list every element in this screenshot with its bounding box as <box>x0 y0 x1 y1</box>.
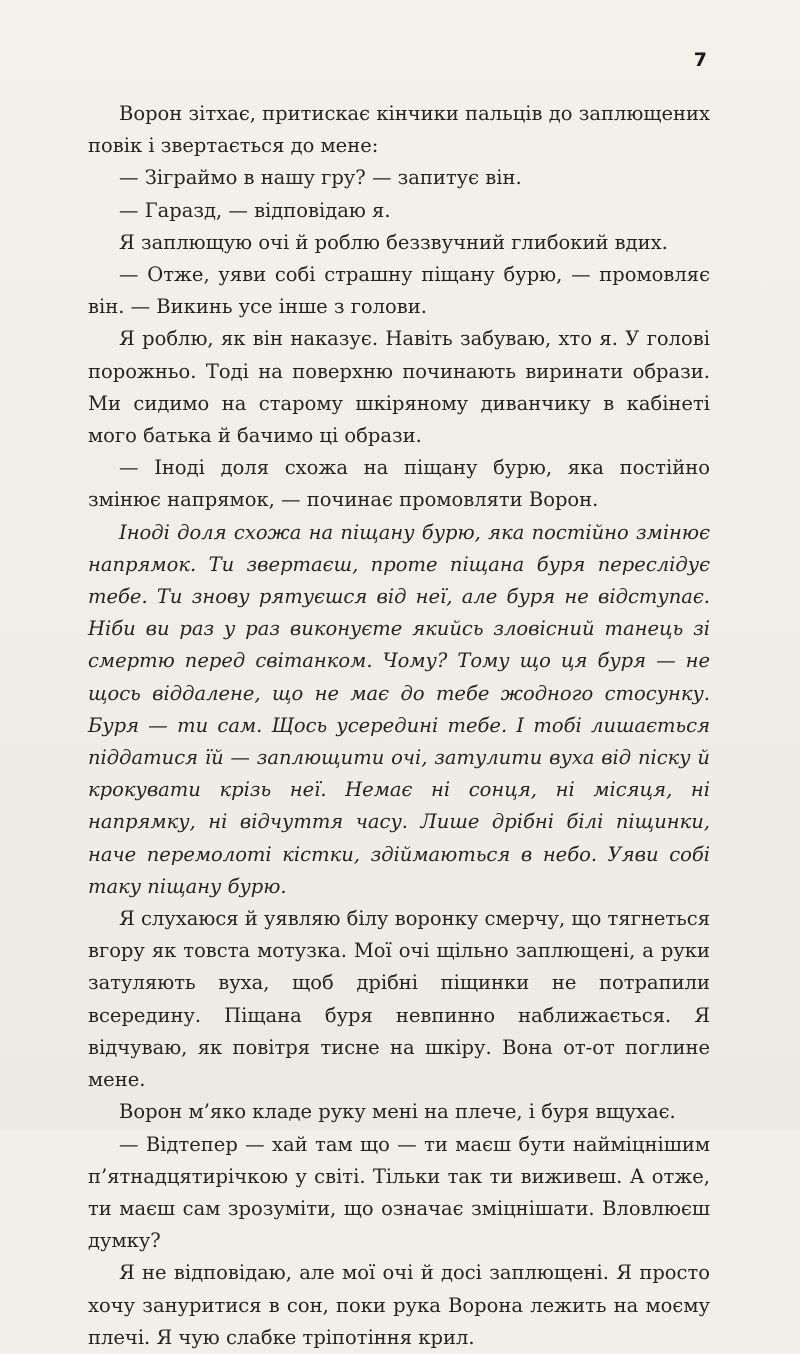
paragraph: — Відтепер — хай там що — ти маєш бути найміцнішим п’ятнадцятирічкою у світі. Тільки так ти виживеш. А отже, ти маєш сам зрозуміти, що означає зміцнішати. Вловлюєш думку? <box>88 1132 710 1253</box>
paragraph: — Іноді доля схожа на піщану бурю, яка постійно змінює напрямок, — починає промовляти Ворон. <box>88 456 710 512</box>
paragraph: Я слухаюся й уявляю білу воронку смерчу, що тягнеться вгору як товста мотузка. Мої очі щільно заплющені, а руки затуляють вуха, щоб дрібні піщинки не потрапили всередину. Піщана буря невпинно наближається. Я відчуваю, як повітря тисне на шкіру. Вона от-от поглине мене. <box>88 907 710 1092</box>
paragraph-italic: Іноді доля схожа на піщану бурю, яка постійно змінює напрямок. Ти звертаєш, проте піщана буря переслідує тебе. Ти знову рятуєшся від неї, але буря не відступає. Ніби ви раз у раз виконуєте якийсь зловісний танець зі смертю перед світанком. Чому? Тому що ця буря — не щось віддалене, що не має до тебе жодного стосунку. Буря — ти сам. Щось усередині тебе. І тобі лишається піддатися їй — заплющити очі, затулити вуха від піску й крокувати крізь неї. Немає ні сонця, ні місяця, ні напрямку, ні відчуття часу. Лише дрібні білі піщинки, наче перемолоті кістки, здіймаються в небо. Уяви собі таку піщану бурю. <box>88 520 710 898</box>
page-number: 7 <box>693 49 707 71</box>
paragraph: — Гаразд, — відповідаю я. <box>119 198 391 222</box>
paragraph: Я роблю, як він наказує. Навіть забуваю, хто я. У голові порожньо. Тоді на поверхню починають виринати образи. Ми сидимо на старому шкіряному диванчику в кабінеті мого батька й бачимо ці образи. <box>88 327 710 448</box>
paragraph: Я не відповідаю, але мої очі й досі заплющені. Я просто хочу зануритися в сон, поки рука Ворона лежить на моєму плечі. Я чую слабке тріпотіння крил. <box>88 1261 710 1349</box>
body-text <box>88 98 710 1354</box>
paragraph: Я заплющую очі й роблю беззвучний глибокий вдих. <box>119 230 668 254</box>
paragraph: — Отже, уяви собі страшну піщану бурю, — промовляє він. — Викинь усе інше з голови. <box>88 263 710 319</box>
paragraph: Ворон зітхає, притискає кінчики пальців до заплющених повік і звертається до мене: <box>88 102 710 158</box>
paragraph: — Зіграймо в нашу гру? — запитує він. <box>119 166 522 190</box>
paragraph: Ворон м’яко кладе руку мені на плече, і буря вщухає. <box>119 1100 676 1124</box>
